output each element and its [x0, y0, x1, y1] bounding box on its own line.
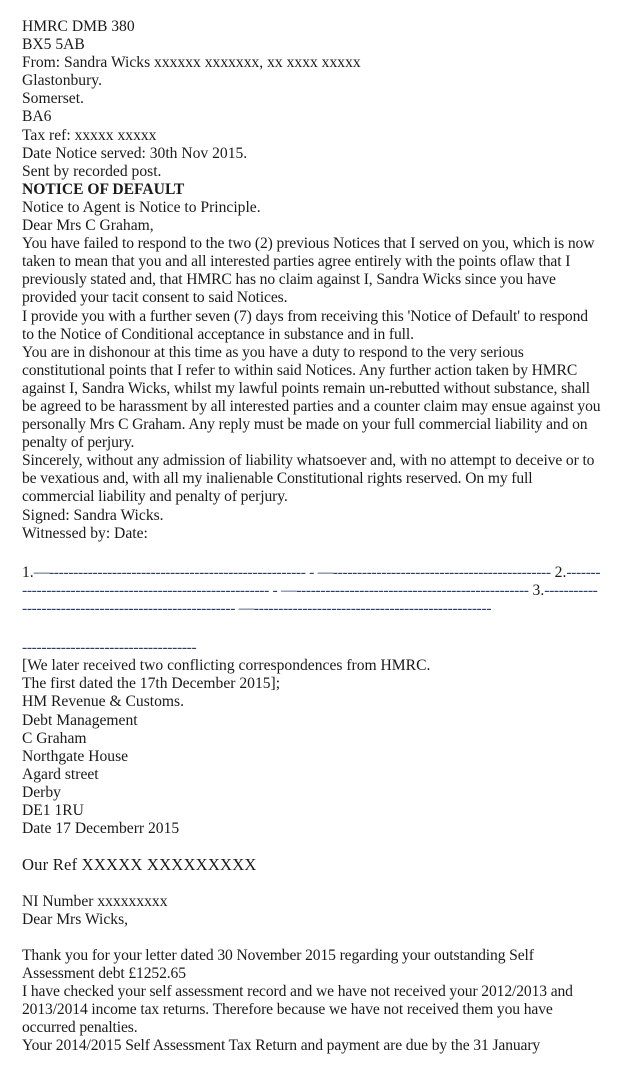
body-paragraph: Sincerely, without any admission of liability whatsoever and, with no attempt to deceive or to be vexatious and, with all my inalienable Constitutional rights reserved. On my full commercial liability and penalty of perjury. [22, 452, 595, 506]
address-line: Derby [22, 783, 61, 801]
header-line: BX5 5AB [22, 36, 85, 54]
notice-title: NOTICE OF DEFAULT [22, 180, 185, 198]
signature-dash: ------------------------------------------------------ [22, 581, 598, 617]
signature-sep: - — [305, 563, 333, 581]
header-line: Sent by recorded post. [22, 162, 162, 180]
header-line: BA6 [22, 108, 52, 126]
signature-dash: ------------------------------------------------ [296, 581, 529, 599]
signature-sep: - — [230, 600, 254, 617]
reply-salutation: Dear Mrs Wicks, [22, 910, 129, 928]
blank-line [22, 543, 601, 561]
signature-dash: ------------------------------------------------- [253, 600, 492, 617]
witnessed-line: Witnessed by: Date: [22, 524, 148, 542]
signature-dash: ---------------------------------------------------------- [22, 563, 601, 599]
witness-number-2: 2. [550, 563, 567, 581]
tax-ref-line: Tax ref: xxxxx xxxxx [22, 126, 157, 144]
letter-date: Date 17 Decemberr 2015 [22, 820, 180, 838]
signature-lines [22, 564, 601, 618]
blank-line [22, 874, 601, 892]
address-line: DE1 1RU [22, 802, 84, 820]
intro-line: The first dated the 17th December 2015]; [22, 675, 281, 693]
header-line: Somerset. [22, 90, 84, 108]
signature-dash: --------------------------------------------- [332, 563, 551, 581]
ni-number: NI Number xxxxxxxxx [22, 892, 168, 910]
intro-line: [We later received two conflicting correspondences from HMRC. [22, 657, 431, 675]
address-line: Northgate House [22, 747, 129, 765]
date-served-line: Date Notice served: 30th Nov 2015. [22, 144, 248, 162]
address-line: Debt Management [22, 711, 138, 729]
signature-dash: —----------------------------------------------------- [33, 563, 306, 581]
notice-header [22, 18, 601, 181]
salutation: Dear Mrs C Graham, [22, 217, 154, 235]
body-paragraph: You are in dishonour at this time as you have a duty to respond to the very serious constitutional points that I refer to within said Notices. Any further action taken by HMRC against I, Sandra Wicks, whilst my lawful points remain un-rebutted without substance, shall be agreed to be harassment by all interested parties and a counter claim may ensue against you personally Mrs C Graham. Any reply must be made on your full commercial liability and on penalty of perjury. [22, 343, 601, 452]
agent-line: Notice to Agent is Notice to Principle. [22, 198, 261, 216]
witness-number-1: 1. [22, 563, 34, 581]
body-paragraph: I provide you with a further seven (7) days from receiving this 'Notice of Default' to respond to the Notice of Conditional acceptance in substance and in full. [22, 307, 588, 343]
header-line: HMRC DMB 380 [22, 18, 135, 35]
reply-paragraph: I have checked your self assessment record and we have not received your 2012/2013 and 2013/2014 income tax returns. Therefore because we have not received them you have occurred penalties. [22, 982, 573, 1037]
blank-line [22, 838, 601, 856]
address-line: HM Revenue & Customs. [22, 693, 184, 711]
witness-number-3: 3. [528, 581, 545, 599]
hmrc-reply-section [22, 657, 601, 1055]
signature-sep: - — [269, 581, 297, 599]
sender-line: From: Sandra Wicks xxxxxx xxxxxxx, xx xxxx xxxxx [22, 54, 361, 72]
body-paragraph: You have failed to respond to the two (2) previous Notices that I served on you, which is now taken to mean that you and all interested parties agree entirely with the points oflaw that I previously stated and, that HMRC has no claim against I, Sandra Wicks since you have provided your tacit consent to said Notices. [22, 235, 595, 307]
reply-paragraph: Your 2014/2015 Self Assessment Tax Return and payment are due by the 31 January [22, 1037, 541, 1055]
our-ref: Our Ref XXXXX XXXXXXXXX [22, 855, 257, 875]
blank-line [22, 929, 601, 947]
header-line: Glastonbury. [22, 72, 102, 90]
section-separator: ------------------------------------ [22, 639, 197, 657]
address-line: Agard street [22, 765, 99, 783]
blank-line [22, 618, 601, 636]
address-line: C Graham [22, 729, 87, 747]
reply-paragraph: Thank you for your letter dated 30 November 2015 regarding your outstanding Self Assessment debt £1252.65 [22, 946, 534, 982]
signed-line: Signed: Sandra Wicks. [22, 506, 164, 524]
